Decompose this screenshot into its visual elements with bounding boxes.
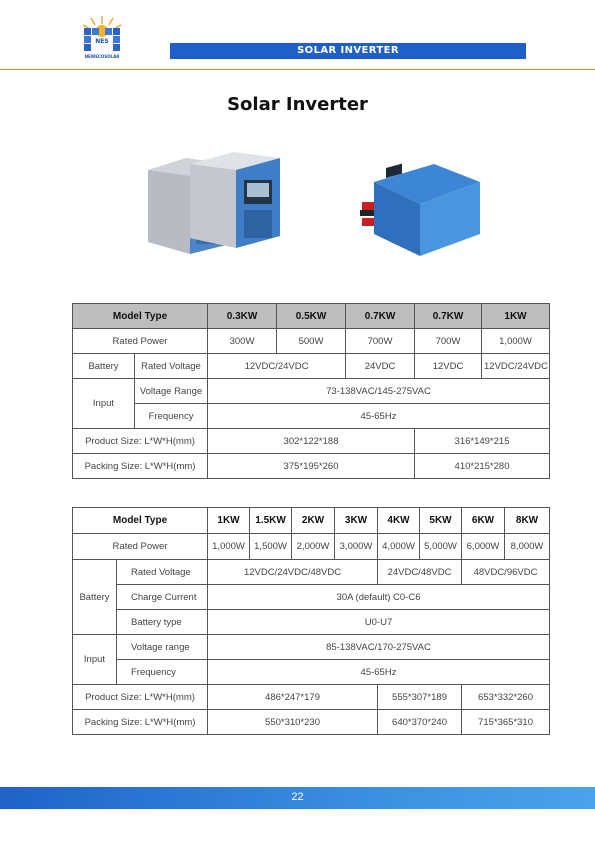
table1-cell: 24VDC (346, 354, 415, 379)
table2-rated-voltage-label: Rated Voltage (117, 560, 208, 585)
table2-cell: 555*307*189 (378, 685, 462, 710)
table2-cell: 1,500W (250, 534, 292, 560)
table2-cell: 5,000W (420, 534, 462, 560)
table2-cell: 6,000W (462, 534, 505, 560)
header-title-bar: SOLAR INVERTER (170, 43, 526, 59)
table2-cell: 24VDC/48VDC (378, 560, 462, 585)
table1-header-cell: 1KW (482, 304, 550, 329)
table1-input-label: Input (73, 379, 135, 429)
table1-header-cell: 0.3KW (208, 304, 277, 329)
page-title: Solar Inverter (227, 94, 368, 115)
header-divider (0, 69, 595, 70)
table2-cell: 486*247*179 (208, 685, 378, 710)
table2-header-cell: 8KW (505, 508, 550, 534)
table1-cell: 700W (346, 329, 415, 354)
table1-battery-label: Battery (73, 354, 135, 379)
tower-inverter-image (146, 150, 282, 254)
table2-header-cell: 4KW (378, 508, 420, 534)
table2-header-cell: 1.5KW (250, 508, 292, 534)
table2-header-cell: 6KW (462, 508, 505, 534)
table2-header-model: Model Type (73, 508, 208, 534)
table2-frequency-label: Frequency (117, 660, 208, 685)
table2-rated-power-label: Rated Power (73, 534, 208, 560)
table2-header-cell: 3KW (335, 508, 378, 534)
table2-cell: 45-65Hz (208, 660, 550, 685)
table2-cell: 640*370*240 (378, 710, 462, 735)
page-number: 22 (291, 791, 304, 803)
svg-text:NEWECOSOLAR: NEWECOSOLAR (84, 54, 120, 59)
table1-cell: 1,000W (482, 329, 550, 354)
table2-cell: 2,000W (292, 534, 335, 560)
company-logo (80, 14, 128, 64)
table2-charge-current-label: Charge Current (117, 585, 208, 610)
table2-header-cell: 1KW (208, 508, 250, 534)
table1-frequency-label: Frequency (135, 404, 208, 429)
table2-cell: 30A (default) C0-C6 (208, 585, 550, 610)
table1-cell: 12VDC (415, 354, 482, 379)
table2-input-label: Input (73, 635, 117, 685)
table1-cell: 12VDC/24VDC (482, 354, 550, 379)
table1-header-cell: 0.7KW (415, 304, 482, 329)
svg-text:NES: NES (95, 38, 109, 45)
table2-battery-label: Battery (73, 560, 117, 635)
table2-cell: 48VDC/96VDC (462, 560, 550, 585)
table2-voltage-range-label: Voltage range (117, 635, 208, 660)
table1-cell: 410*215*280 (415, 454, 550, 479)
table1-cell: 302*122*188 (208, 429, 415, 454)
table1-header-cell: 0.5KW (277, 304, 346, 329)
table2-cell: 4,000W (378, 534, 420, 560)
spec-table-large (72, 507, 550, 735)
table2-header-cell: 2KW (292, 508, 335, 534)
table2-cell: 550*310*230 (208, 710, 378, 735)
table1-cell: 700W (415, 329, 482, 354)
table1-rated-voltage-label: Rated Voltage (135, 354, 208, 379)
table1-cell: 375*195*260 (208, 454, 415, 479)
table1-rated-power-label: Rated Power (73, 329, 208, 354)
table1-packing-size-label: Packing Size: L*W*H(mm) (73, 454, 208, 479)
table2-product-size-label: Product Size: L*W*H(mm) (73, 685, 208, 710)
table2-header-cell: 5KW (420, 508, 462, 534)
table1-voltage-range-label: Voltage Range (135, 379, 208, 404)
table2-cell: 653*332*260 (462, 685, 550, 710)
table1-product-size-label: Product Size: L*W*H(mm) (73, 429, 208, 454)
spec-table-small (72, 303, 550, 479)
table2-battery-type-label: Battery type (117, 610, 208, 635)
table2-cell: 715*365*310 (462, 710, 550, 735)
table1-cell: 73-138VAC/145-275VAC (208, 379, 550, 404)
table2-cell: 1,000W (208, 534, 250, 560)
table2-cell: 8,000W (505, 534, 550, 560)
table2-packing-size-label: Packing Size: L*W*H(mm) (73, 710, 208, 735)
table1-cell: 316*149*215 (415, 429, 550, 454)
table1-cell: 12VDC/24VDC (208, 354, 346, 379)
horizontal-inverter-image (356, 160, 484, 260)
table1-cell: 300W (208, 329, 277, 354)
table2-cell: 3,000W (335, 534, 378, 560)
table1-cell: 45-65Hz (208, 404, 550, 429)
table1-cell: 500W (277, 329, 346, 354)
table1-header-cell: 0.7KW (346, 304, 415, 329)
table2-cell: 12VDC/24VDC/48VDC (208, 560, 378, 585)
table2-cell: 85-138VAC/170-275VAC (208, 635, 550, 660)
table2-cell: U0-U7 (208, 610, 550, 635)
table1-header-model: Model Type (73, 304, 208, 329)
